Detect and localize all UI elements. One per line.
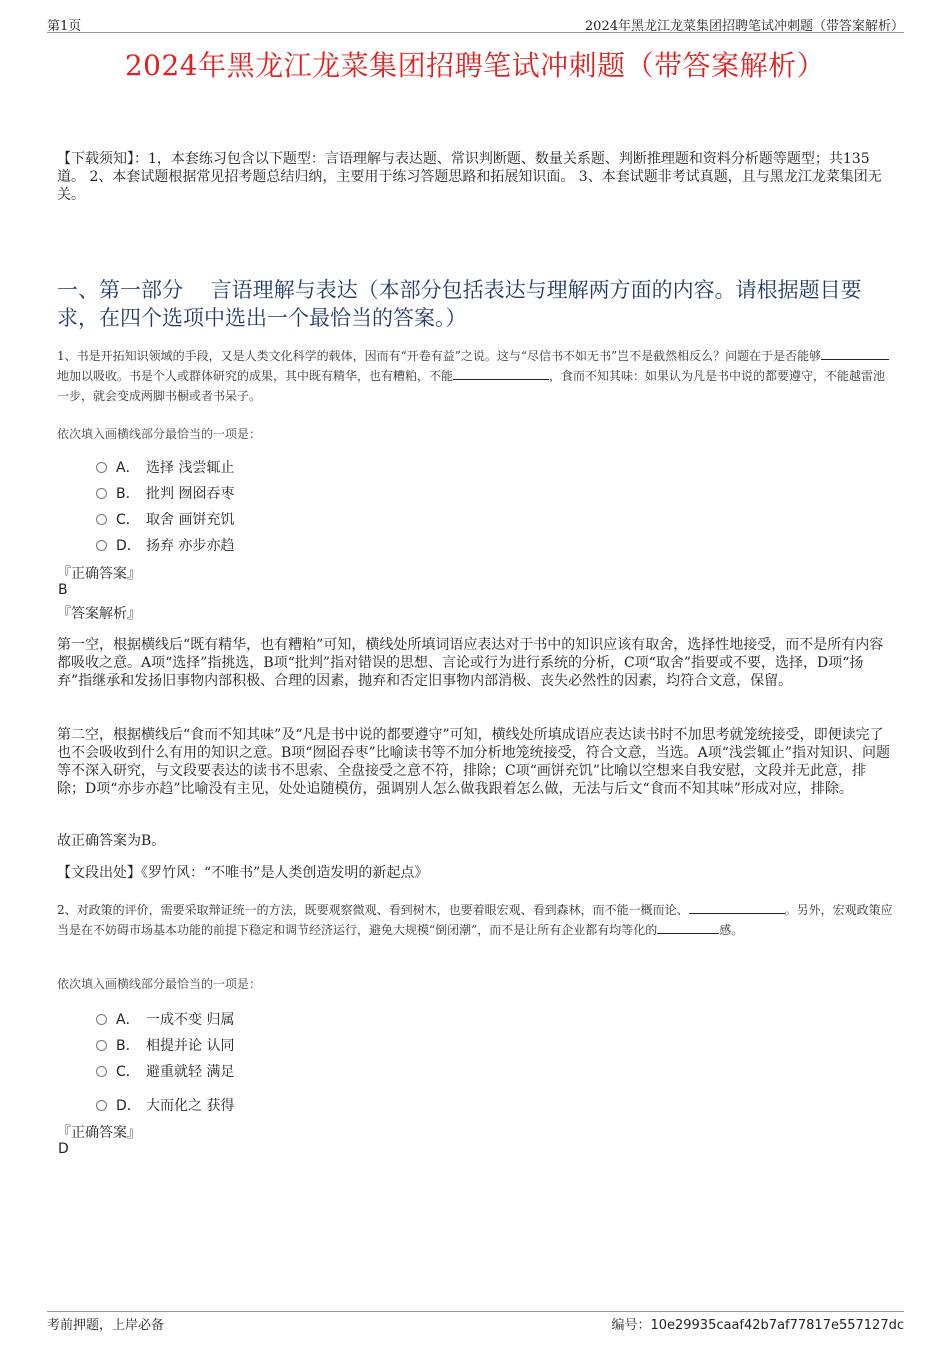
question-2-text-part-a: 2、对政策的评价，需要采取辩证统一的方法，既要观察微观、看到树木，也要着眼宏观、看到森林，而不能一概而论、 — [57, 903, 689, 917]
option-text: 扬弃 亦步亦趋 — [146, 538, 235, 554]
option-letter: C． — [116, 1064, 140, 1080]
option-letter: A． — [116, 460, 140, 476]
question-1-analysis-para-2: 第二空，根据横线后“食而不知其味”及“凡是书中说的都要遵守”可知，横线处所填成语应表达读书时不加思考就笼统接受，即便读完了也不会吸收到什么有用的知识之意。B项“囫囵吞枣”比喻读书等不加分析地笼统接受，符合文意，当选。A项“浅尝辄止”指对知识、问题等不深入研究，与文段要表达的读书不思索、全盘接受之意不符，排除；C项“画饼充饥”比喻以空想来自我安慰，文段并无此意，排除；D项“亦步亦趋”比喻没有主见，处处追随模仿，强调别人怎么做我跟着怎么做，无法与后文“食而不知其味”形成对应，排除。 — [57, 727, 891, 797]
option-letter: A． — [116, 1012, 140, 1028]
option-text: 避重就轻 满足 — [146, 1064, 235, 1080]
option-text: 相提并论 认同 — [146, 1038, 235, 1054]
radio-icon[interactable] — [96, 1040, 107, 1051]
question-1-option-a[interactable] — [96, 457, 234, 477]
question-1-answer: B — [58, 582, 68, 598]
question-2-answer-label: 『正确答案』 — [57, 1125, 141, 1141]
option-letter: C． — [116, 512, 140, 528]
question-1-text-part-c: ，食而不知其味：如果认为凡是书中说的都要遵守，不能越雷池一步，就会变成两脚书橱或者书呆子。 — [57, 369, 886, 403]
question-2-instruction: 依次填入画横线部分最恰当的一项是： — [57, 977, 262, 991]
question-1-source: 【文段出处】《罗竹风：“不唯书”是人类创造发明的新起点》 — [57, 865, 429, 881]
footer-code-value: 10e29935caaf42b7af77817e557127dc — [650, 1318, 904, 1333]
radio-icon[interactable] — [96, 462, 107, 473]
option-letter: B． — [116, 1038, 140, 1054]
option-letter: D． — [116, 538, 141, 554]
page-title: 2024年黑龙江龙菜集团招聘笔试冲刺题（带答案解析） — [124, 49, 826, 82]
option-text: 选择 浅尝辄止 — [146, 460, 235, 476]
blank-2 — [453, 367, 549, 380]
question-2-option-b[interactable] — [96, 1035, 234, 1055]
radio-icon[interactable] — [96, 514, 107, 525]
question-1-option-d[interactable] — [96, 535, 234, 555]
option-text: 批判 囫囵吞枣 — [146, 486, 235, 502]
option-text: 取舍 画饼充饥 — [146, 512, 235, 528]
footer-code-label: 编号： — [611, 1318, 651, 1333]
radio-icon[interactable] — [96, 1066, 107, 1077]
question-1-option-b[interactable] — [96, 483, 234, 503]
footer-divider — [47, 1311, 904, 1312]
footer-code — [611, 1314, 904, 1333]
question-2-option-d[interactable] — [96, 1095, 234, 1115]
question-1-text-part-a: 1、书是开拓知识领域的手段，又是人类文化科学的载体，因而有“开卷有益”之说。这与“尽信书不如无书”岂不是截然相反么？问题在于是否能够 — [57, 349, 822, 363]
question-1-analysis-para-1: 第一空，根据横线后“既有精华，也有糟粕”可知，横线处所填词语应表达对于书中的知识应该有取舍，选择性地接受，而不是所有内容都吸收之意。A项“选择”指挑选，B项“批判”指对错误的思想、言论或行为进行系统的分析，C项“取舍”指要或不要，选择，D项“扬弃”指继承和发扬旧事物内部积极、合理的因素，抛弃和否定旧事物内部消极、丧失必然性的因素，均符合文意，保留。 — [57, 637, 884, 689]
question-1-text-part-b: 地加以吸收。书是个人或群体研究的成果，其中既有精华，也有糟粕，不能 — [57, 369, 454, 383]
header-divider — [47, 32, 904, 33]
option-text: 一成不变 归属 — [146, 1012, 235, 1028]
question-2-text-part-b: 。另外，宏观政策应当是在不妨碍市场基本功能的前提下稳定和调节经济运行，避免大规模“倒闭潮”，而不是让所有企业都有均等化的 — [57, 903, 893, 937]
option-letter: D． — [116, 1098, 141, 1114]
page-number: 第1页 — [47, 19, 82, 34]
header-doc-title: 2024年黑龙江龙菜集团招聘笔试冲刺题（带答案解析） — [584, 19, 904, 34]
download-notice: 【下载须知】：1，本套练习包含以下题型：言语理解与表达题、常识判断题、数量关系题、判断推理题和资料分析题等题型；共135道。 2、本套试题根据常见招考题总结归纳，主要用于练习答题思路和拓展知识面。 3、本套试题非考试真题，且与黑龙江龙菜集团无关。 — [57, 151, 882, 203]
question-2-text-part-c: 感。 — [719, 923, 744, 937]
question-2-answer: D — [58, 1141, 69, 1157]
question-1-instruction: 依次填入画横线部分最恰当的一项是： — [57, 427, 262, 441]
question-1-analysis-label: 『答案解析』 — [57, 606, 141, 622]
radio-icon[interactable] — [96, 540, 107, 551]
footer-slogan: 考前押题，上岸必备 — [47, 1318, 165, 1333]
radio-icon[interactable] — [96, 1100, 107, 1111]
blank-1 — [689, 901, 785, 914]
radio-icon[interactable] — [96, 1014, 107, 1025]
blank-2 — [657, 921, 719, 934]
radio-icon[interactable] — [96, 488, 107, 499]
question-2-option-c[interactable] — [96, 1061, 234, 1081]
question-2-text — [57, 900, 897, 940]
option-letter: B． — [116, 486, 140, 502]
question-1-analysis-para-3: 故正确答案为B。 — [57, 833, 166, 849]
question-1-text — [57, 346, 897, 406]
question-1-answer-label: 『正确答案』 — [57, 566, 141, 582]
question-2-option-a[interactable] — [96, 1009, 234, 1029]
blank-1 — [821, 347, 889, 360]
section-heading: 一、第一部分 言语理解与表达（本部分包括表达与理解两方面的内容。请根据题目要求，在四个选项中选出一个最恰当的答案。） — [57, 278, 862, 330]
option-text: 大而化之 获得 — [146, 1098, 235, 1114]
question-1-option-c[interactable] — [96, 509, 234, 529]
